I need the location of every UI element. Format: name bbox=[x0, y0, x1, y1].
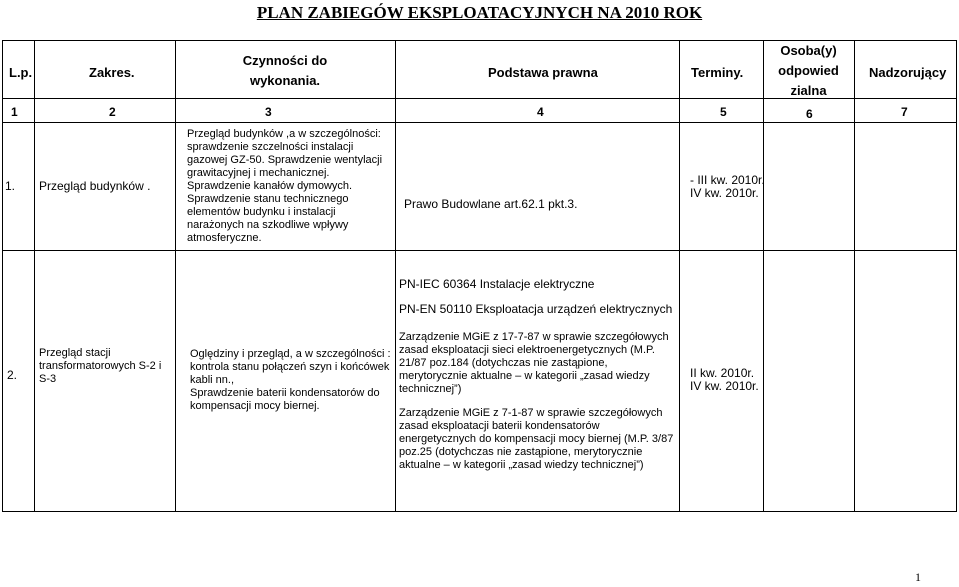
column-number-4: 4 bbox=[537, 105, 544, 119]
column-number-divider bbox=[3, 122, 956, 123]
column-number-6: 6 bbox=[806, 107, 813, 121]
plan-table bbox=[2, 40, 957, 512]
header-nadzorujacy: Nadzorujący bbox=[869, 65, 947, 80]
row-divider bbox=[3, 250, 956, 251]
column-number-5: 5 bbox=[720, 105, 727, 119]
header-czynnosci: Czynności do wykonania. bbox=[242, 53, 328, 88]
row2-podstawa-pn: PN-IEC 60364 Instalacje elektryczne PN-EN 50110 Eksploatacja urządzeń elektrycznych bbox=[399, 277, 673, 316]
row1-podstawa: Prawo Budowlane art.62.1 pkt.3. bbox=[404, 197, 578, 211]
column-number-2: 2 bbox=[109, 105, 116, 119]
column-number-3: 3 bbox=[265, 105, 272, 119]
row2-podstawa-zarzadzenie-1: Zarządzenie MGiE z 17-7-87 w sprawie szczegółowych zasad eksploatacji sieci elektroenergetycznych (M.P. 21/87 poz.184 (dotychczas nie zastąpione, merytorycznie aktualne – w kategorii „zasad wiedzy technicznej”) bbox=[399, 331, 669, 395]
header-terminy: Terminy. bbox=[691, 65, 744, 80]
row2-czynnosci: Oględziny i przegląd, a w szczególności : kontrola stanu połączeń szyn i końcówek kabli nn., Sprawdzenie baterii kondensatorów do kompensacji mocy biernej. bbox=[190, 348, 391, 412]
document-title: PLAN ZABIEGÓW EKSPLOATACYJNYCH NA 2010 ROK bbox=[256, 3, 703, 22]
row1-czynnosci: Przegląd budynków ,a w szczególności: sprawdzenie szczelności instalacji gazowej GZ-50. Sprawdzenie wentylacji grawitacyjnej i mechanicznej. Sprawdzenie kanałów dymowych. Sprawdzenie stanu technicznego elementów budynku i instalacji narażonych na szkodliwe wpływy atmosferyczne. bbox=[187, 128, 383, 244]
header-zakres: Zakres. bbox=[89, 65, 135, 80]
column-number-7: 7 bbox=[901, 105, 908, 119]
header-osoba: Osoba(y) odpowied zialna bbox=[778, 43, 839, 98]
header-lp: L.p. bbox=[9, 65, 33, 80]
row1-terminy: - III kw. 2010r. IV kw. 2010r. bbox=[690, 173, 765, 200]
header-podstawa: Podstawa prawna bbox=[488, 65, 598, 80]
row2-zakres: Przegląd stacji transformatorowych S-2 i S-3 bbox=[39, 347, 162, 385]
col-divider-1 bbox=[34, 41, 35, 511]
column-number-1: 1 bbox=[11, 105, 18, 119]
row2-podstawa-zarzadzenie-2: Zarządzenie MGiE z 7-1-87 w sprawie szczegółowych zasad eksploatacji baterii kondensatorów energetycznych do kompensacji mocy biernej (M.P. 3/87 poz.25 (dotychczas nie zastąpione, merytorycznie aktualne – w kategorii „zasad wiedzy technicznej”) bbox=[399, 407, 674, 471]
row2-terminy: II kw. 2010r. IV kw. 2010r. bbox=[690, 366, 759, 393]
col-divider-5 bbox=[763, 41, 764, 511]
page-number: 1 bbox=[915, 570, 921, 584]
col-divider-6 bbox=[854, 41, 855, 511]
col-divider-2 bbox=[175, 41, 176, 511]
row1-zakres: Przegląd budynków . bbox=[39, 179, 151, 193]
col-divider-3 bbox=[395, 41, 396, 511]
row1-lp: 1. bbox=[5, 179, 16, 193]
row2-lp: 2. bbox=[7, 368, 18, 382]
